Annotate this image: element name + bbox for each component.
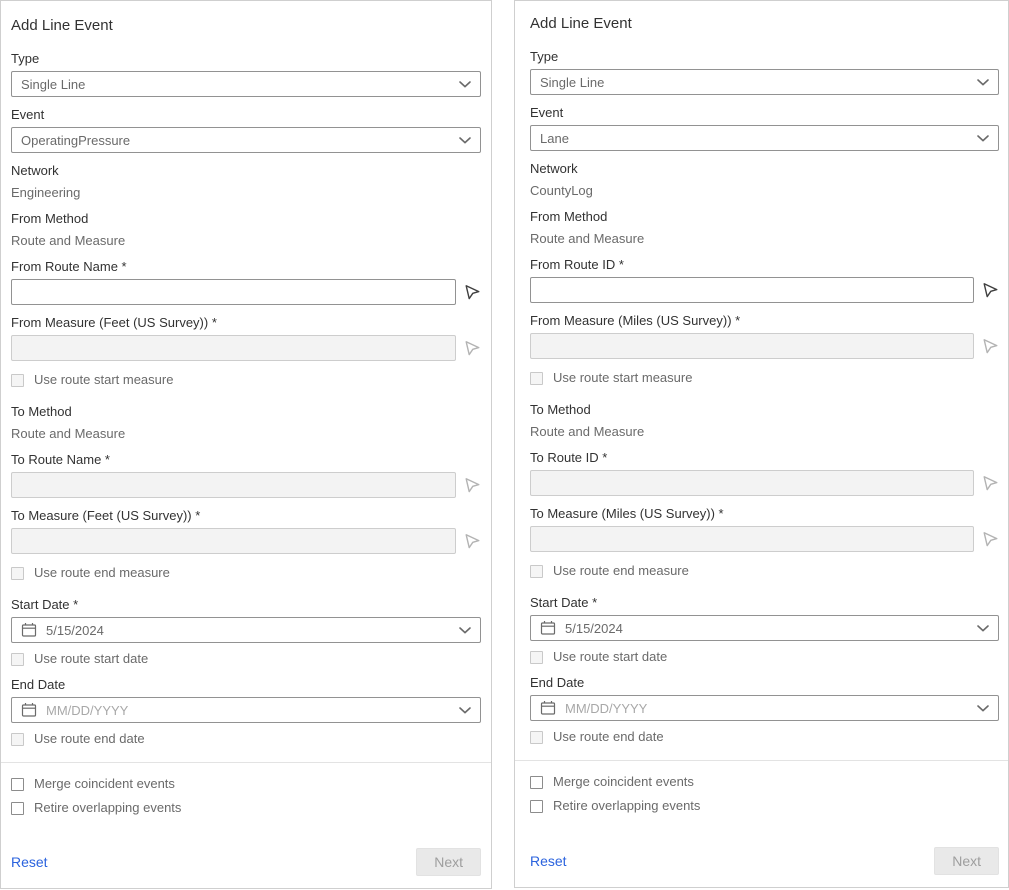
to-measure-input (530, 526, 974, 552)
divider (515, 760, 1008, 761)
type-select-value: Single Line (540, 74, 605, 90)
merge-coincident-events-checkbox[interactable] (530, 776, 543, 789)
event-label: Event (530, 105, 564, 120)
start-date-label: Start Date * (530, 595, 598, 610)
type-select-value: Single Line (21, 76, 86, 92)
panel-footer (11, 848, 481, 876)
reset-button[interactable]: Reset (11, 854, 48, 870)
to-method-value: Route and Measure (11, 426, 126, 441)
chevron-down-icon (977, 625, 989, 632)
panel-footer (530, 847, 999, 875)
from-route-input[interactable] (530, 277, 974, 303)
checkbox-label: Use route start measure (553, 370, 693, 385)
type-select[interactable] (11, 71, 481, 97)
use-route-start-date-checkbox (530, 651, 543, 664)
calendar-icon (21, 622, 37, 638)
event-select[interactable] (11, 127, 481, 153)
type-select[interactable] (530, 69, 999, 95)
event-select-value: OperatingPressure (21, 132, 131, 148)
from-method-value: Route and Measure (530, 231, 645, 246)
network-value: CountyLog (530, 183, 593, 198)
use-route-start-measure-checkbox (530, 372, 543, 385)
to-measure-label: To Measure (Feet (US Survey)) * (11, 508, 201, 523)
event-select[interactable] (530, 125, 999, 151)
select-arrow-icon (464, 477, 481, 494)
end-date-placeholder: MM/DD/YYYY (565, 700, 648, 716)
from-route-input[interactable] (11, 279, 456, 305)
from-route-label: From Route Name * (11, 259, 127, 274)
event-select-value: Lane (540, 130, 569, 146)
from-measure-input (11, 335, 456, 361)
add-line-event-panel-right (514, 0, 1009, 888)
start-date-value: 5/15/2024 (46, 622, 104, 638)
use-route-start-date-checkbox (11, 653, 24, 666)
type-label: Type (11, 51, 40, 66)
select-arrow-icon[interactable] (464, 284, 481, 301)
use-route-start-date-row (530, 649, 999, 665)
end-date-label: End Date (530, 675, 585, 690)
checkbox-label: Use route end measure (553, 563, 689, 578)
from-method-label: From Method (11, 211, 89, 226)
end-date-label: End Date (11, 677, 66, 692)
merge-coincident-events-checkbox[interactable] (11, 778, 24, 791)
to-route-input (11, 472, 456, 498)
reset-button[interactable]: Reset (530, 853, 567, 869)
chevron-down-icon (977, 135, 989, 142)
from-method-label: From Method (530, 209, 608, 224)
calendar-icon (540, 620, 556, 636)
select-arrow-icon (464, 340, 481, 357)
select-arrow-icon[interactable] (982, 282, 999, 299)
retire-overlapping-events-row[interactable] (530, 798, 999, 814)
start-date-label: Start Date * (11, 597, 79, 612)
select-arrow-icon (982, 475, 999, 492)
checkbox-label: Merge coincident events (553, 774, 694, 789)
to-route-label: To Route ID * (530, 450, 608, 465)
retire-overlapping-events-row[interactable] (11, 800, 481, 816)
from-measure-label: From Measure (Miles (US Survey)) * (530, 313, 741, 328)
merge-coincident-events-row[interactable] (11, 776, 481, 792)
page-title: Add Line Event (11, 17, 113, 34)
to-measure-label: To Measure (Miles (US Survey)) * (530, 506, 724, 521)
checkbox-label: Use route start measure (34, 372, 174, 387)
checkbox-label: Use route start date (553, 649, 668, 664)
end-date-placeholder: MM/DD/YYYY (46, 702, 129, 718)
checkbox-label: Use route end date (34, 731, 145, 746)
chevron-down-icon (459, 137, 471, 144)
use-route-start-measure-row (530, 370, 999, 386)
use-route-end-date-row (11, 731, 481, 747)
use-route-end-date-row (530, 729, 999, 745)
network-value: Engineering (11, 185, 81, 200)
to-method-label: To Method (11, 404, 72, 419)
add-line-event-panel-left (0, 0, 492, 889)
event-label: Event (11, 107, 45, 122)
checkbox-label: Retire overlapping events (34, 800, 182, 815)
select-arrow-icon (464, 533, 481, 550)
use-route-start-measure-row (11, 372, 481, 388)
chevron-down-icon (977, 79, 989, 86)
use-route-end-measure-row (530, 563, 999, 579)
divider (1, 762, 491, 763)
network-label: Network (530, 161, 578, 176)
checkbox-label: Use route end date (553, 729, 664, 744)
start-date-picker[interactable] (11, 617, 481, 643)
select-arrow-icon (982, 531, 999, 548)
calendar-icon (540, 700, 556, 716)
to-method-value: Route and Measure (530, 424, 645, 439)
chevron-down-icon (459, 627, 471, 634)
from-measure-label: From Measure (Feet (US Survey)) * (11, 315, 217, 330)
network-label: Network (11, 163, 59, 178)
from-method-value: Route and Measure (11, 233, 126, 248)
start-date-value: 5/15/2024 (565, 620, 623, 636)
merge-coincident-events-row[interactable] (530, 774, 999, 790)
start-date-picker[interactable] (530, 615, 999, 641)
calendar-icon (21, 702, 37, 718)
retire-overlapping-events-checkbox[interactable] (530, 800, 543, 813)
to-measure-input (11, 528, 456, 554)
retire-overlapping-events-checkbox[interactable] (11, 802, 24, 815)
to-method-label: To Method (530, 402, 591, 417)
checkbox-label: Retire overlapping events (553, 798, 701, 813)
chevron-down-icon (459, 81, 471, 88)
use-route-end-measure-row (11, 565, 481, 581)
page-title: Add Line Event (530, 15, 632, 32)
chevron-down-icon (459, 707, 471, 714)
checkbox-label: Use route start date (34, 651, 149, 666)
to-route-label: To Route Name * (11, 452, 110, 467)
end-date-picker[interactable] (530, 695, 999, 721)
use-route-start-measure-checkbox (11, 374, 24, 387)
next-button: Next (934, 847, 999, 875)
type-label: Type (530, 49, 559, 64)
use-route-end-date-checkbox (530, 731, 543, 744)
from-route-label: From Route ID * (530, 257, 624, 272)
use-route-end-measure-checkbox (11, 567, 24, 580)
end-date-picker[interactable] (11, 697, 481, 723)
use-route-end-date-checkbox (11, 733, 24, 746)
from-measure-input (530, 333, 974, 359)
next-button: Next (416, 848, 481, 876)
select-arrow-icon (982, 338, 999, 355)
use-route-start-date-row (11, 651, 481, 667)
use-route-end-measure-checkbox (530, 565, 543, 578)
checkbox-label: Use route end measure (34, 565, 170, 580)
checkbox-label: Merge coincident events (34, 776, 175, 791)
to-route-input (530, 470, 974, 496)
chevron-down-icon (977, 705, 989, 712)
